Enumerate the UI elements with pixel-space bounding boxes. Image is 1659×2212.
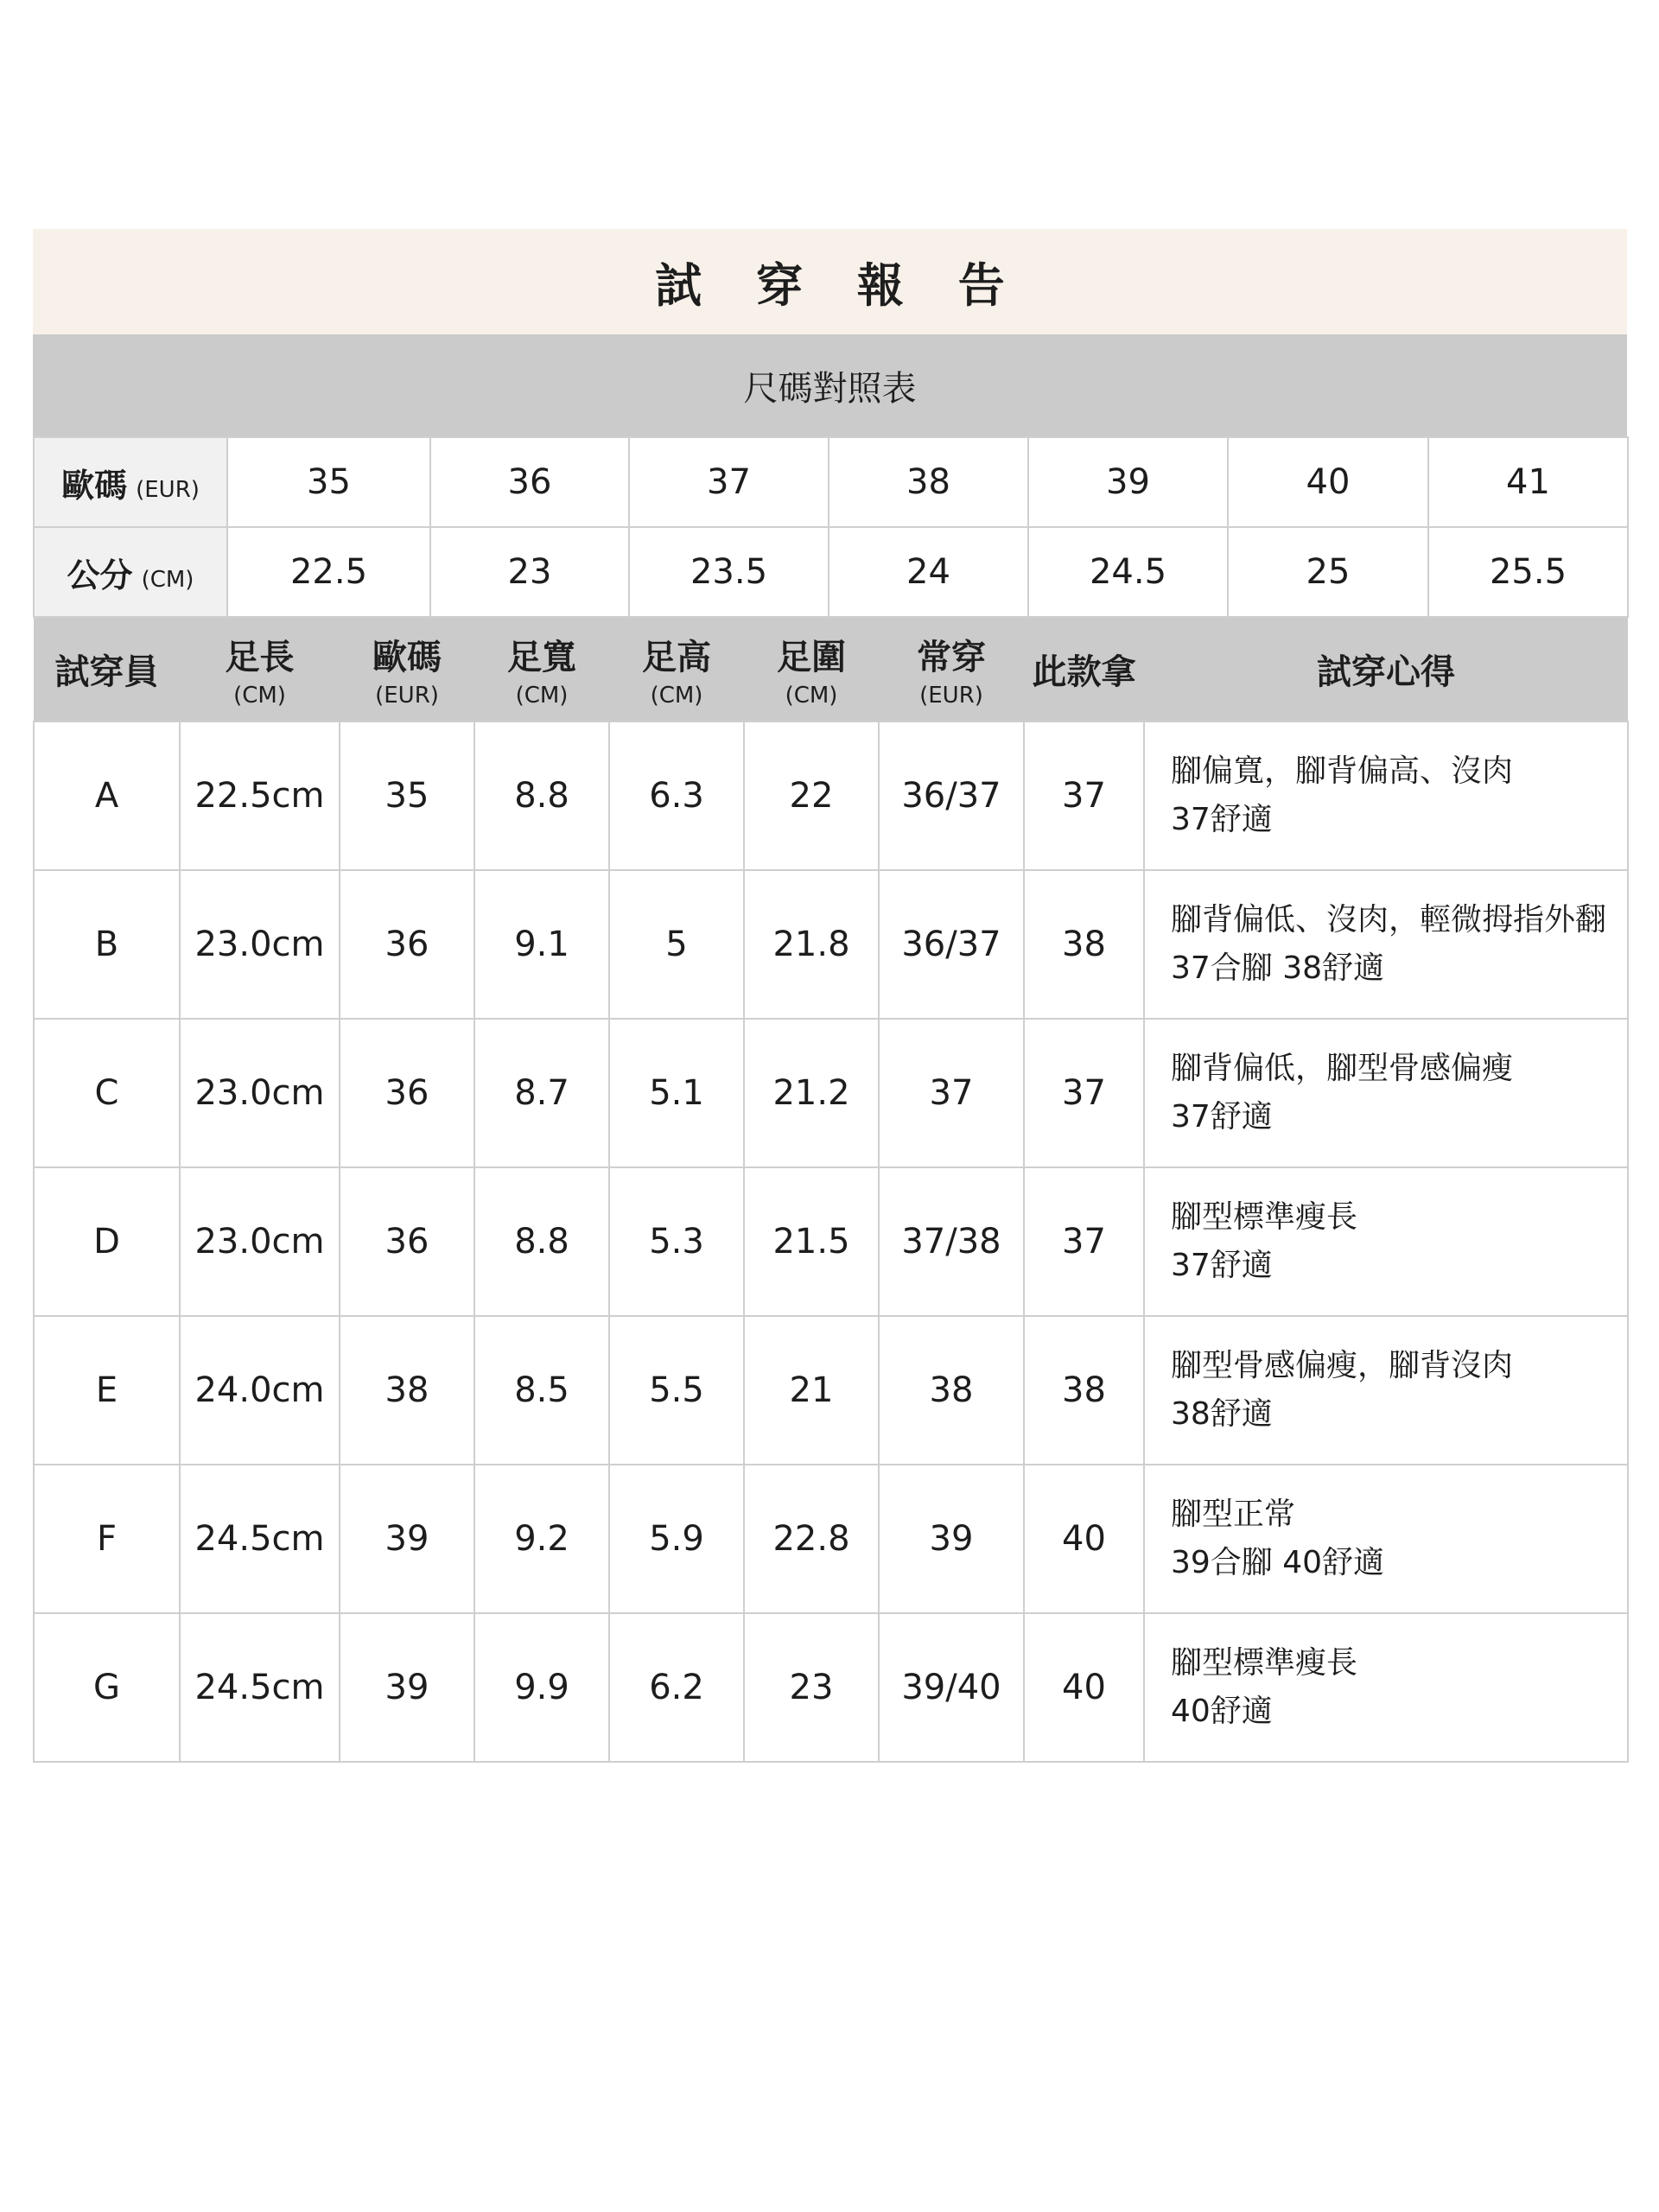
fit-cell-pick: 37	[1024, 721, 1144, 870]
fit-cell-note	[1144, 1465, 1628, 1613]
fit-cell-width: 8.5	[474, 1316, 609, 1465]
size-chart-title: 尺碼對照表	[33, 334, 1627, 436]
fit-cell-pick: 37	[1024, 1167, 1144, 1316]
size-cell: 41	[1428, 437, 1628, 527]
size-label-unit: (CM)	[141, 566, 194, 593]
fit-cell-note	[1144, 1316, 1628, 1465]
size-cell: 23	[430, 527, 629, 617]
size-row-label	[34, 527, 227, 617]
fit-note2: 37舒適	[1171, 1248, 1273, 1283]
fit-cell-length: 24.5cm	[180, 1613, 340, 1762]
size-label-text: 歐碼	[61, 466, 128, 505]
fit-header-row	[34, 618, 1628, 721]
fit-header-unit: (CM)	[785, 683, 838, 709]
fit-note2: 37舒適	[1171, 802, 1273, 837]
fitting-report	[33, 229, 1627, 1763]
fit-header-label: 足寬	[507, 638, 576, 677]
size-cell: 25	[1228, 527, 1428, 617]
fit-cell-eur: 38	[340, 1316, 474, 1465]
fit-cell-width: 9.9	[474, 1613, 609, 1762]
size-label-text: 公分	[67, 556, 133, 594]
fit-note1: 腳型標準瘦長	[1171, 1645, 1358, 1681]
size-cell: 23.5	[629, 527, 829, 617]
fit-cell-height: 5.1	[609, 1019, 744, 1167]
fit-note1: 腳型標準瘦長	[1171, 1199, 1358, 1235]
fit-header-label: 試穿員	[54, 652, 159, 692]
fit-note2: 39合腳 40舒適	[1171, 1545, 1385, 1580]
fit-note1: 腳背偏低、沒肉，輕微拇指外翻	[1171, 902, 1607, 938]
table-row	[34, 1613, 1628, 1762]
size-row-label	[34, 437, 227, 527]
table-row	[34, 721, 1628, 870]
fit-cell-girth: 22	[744, 721, 879, 870]
fit-cell-length: 23.0cm	[180, 870, 340, 1019]
size-cell: 36	[430, 437, 629, 527]
size-cell: 37	[629, 437, 829, 527]
fit-note1: 腳背偏低，腳型骨感偏瘦	[1171, 1051, 1514, 1086]
fit-cell-height: 5.9	[609, 1465, 744, 1613]
size-cell: 38	[829, 437, 1028, 527]
fit-cell-tester: C	[34, 1019, 180, 1167]
size-label-unit: (EUR)	[136, 476, 200, 503]
fit-note2: 37合腳 38舒適	[1171, 950, 1385, 986]
fit-cell-pick: 38	[1024, 1316, 1144, 1465]
fit-cell-usual: 38	[879, 1316, 1024, 1465]
fit-cell-width: 9.2	[474, 1465, 609, 1613]
table-row	[34, 1465, 1628, 1613]
fit-cell-tester: A	[34, 721, 180, 870]
size-cell: 24	[829, 527, 1028, 617]
fit-cell-eur: 39	[340, 1465, 474, 1613]
fit-cell-length: 24.0cm	[180, 1316, 340, 1465]
fit-header-cell	[879, 618, 1024, 721]
fit-header-label: 此款拿	[1032, 652, 1136, 692]
table-row	[34, 1019, 1628, 1167]
fit-cell-usual: 36/37	[879, 721, 1024, 870]
size-row	[34, 437, 1628, 527]
fit-note1: 腳型正常	[1171, 1497, 1296, 1532]
fit-cell-tester: F	[34, 1465, 180, 1613]
fit-cell-note	[1144, 1167, 1628, 1316]
fit-cell-girth: 23	[744, 1613, 879, 1762]
fit-header-unit: (CM)	[233, 683, 286, 709]
size-cell: 39	[1028, 437, 1228, 527]
size-chart-table	[33, 436, 1629, 618]
fit-cell-height: 5	[609, 870, 744, 1019]
fit-cell-width: 8.8	[474, 721, 609, 870]
fit-cell-usual: 39/40	[879, 1613, 1024, 1762]
table-row	[34, 870, 1628, 1019]
fit-note2: 40舒適	[1171, 1694, 1273, 1729]
size-row	[34, 527, 1628, 617]
fit-header-label: 常穿	[917, 638, 986, 677]
fit-header-unit: (EUR)	[919, 683, 983, 709]
size-cell: 24.5	[1028, 527, 1228, 617]
fit-cell-height: 5.5	[609, 1316, 744, 1465]
fit-header-cell	[609, 618, 744, 721]
fit-cell-pick: 38	[1024, 870, 1144, 1019]
fit-cell-usual: 36/37	[879, 870, 1024, 1019]
table-row	[34, 1316, 1628, 1465]
fit-note2: 37舒適	[1171, 1099, 1273, 1135]
fit-header-cell	[474, 618, 609, 721]
fit-header-unit: (EUR)	[375, 683, 439, 709]
fit-header-label: 試穿心得	[1317, 652, 1455, 692]
report-title: 試 穿 報 告	[33, 229, 1627, 334]
fit-header-cell	[340, 618, 474, 721]
fit-cell-pick: 40	[1024, 1613, 1144, 1762]
fit-cell-length: 23.0cm	[180, 1019, 340, 1167]
fit-header-label: 足高	[642, 638, 711, 677]
fit-header-cell	[1024, 618, 1144, 721]
fit-cell-note	[1144, 1019, 1628, 1167]
size-cell: 22.5	[227, 527, 430, 617]
fit-cell-note	[1144, 870, 1628, 1019]
fit-cell-height: 6.2	[609, 1613, 744, 1762]
fit-header-unit: (CM)	[515, 683, 569, 709]
fit-header-label: 歐碼	[372, 638, 442, 677]
fit-header-cell	[180, 618, 340, 721]
fit-cell-eur: 36	[340, 1019, 474, 1167]
fit-cell-pick: 37	[1024, 1019, 1144, 1167]
fit-header-label: 足長	[225, 638, 295, 677]
fit-cell-width: 8.7	[474, 1019, 609, 1167]
fit-header-label: 足圍	[777, 638, 846, 677]
fit-cell-usual: 39	[879, 1465, 1024, 1613]
size-cell: 40	[1228, 437, 1428, 527]
table-row	[34, 1167, 1628, 1316]
fit-cell-girth: 21.2	[744, 1019, 879, 1167]
fit-cell-eur: 35	[340, 721, 474, 870]
fit-cell-length: 23.0cm	[180, 1167, 340, 1316]
fit-note1: 腳型骨感偏瘦，腳背沒肉	[1171, 1348, 1514, 1383]
fit-cell-height: 5.3	[609, 1167, 744, 1316]
fit-cell-pick: 40	[1024, 1465, 1144, 1613]
fit-cell-width: 8.8	[474, 1167, 609, 1316]
fit-cell-girth: 22.8	[744, 1465, 879, 1613]
fit-cell-note	[1144, 1613, 1628, 1762]
fit-cell-length: 24.5cm	[180, 1465, 340, 1613]
fit-note2: 38舒適	[1171, 1396, 1273, 1432]
fit-note1: 腳偏寬，腳背偏高、沒肉	[1171, 753, 1514, 789]
fit-cell-length: 22.5cm	[180, 721, 340, 870]
fit-cell-girth: 21	[744, 1316, 879, 1465]
fit-cell-height: 6.3	[609, 721, 744, 870]
fit-header-cell	[34, 618, 180, 721]
fit-cell-girth: 21.8	[744, 870, 879, 1019]
fit-cell-tester: B	[34, 870, 180, 1019]
fit-header-unit: (CM)	[650, 683, 703, 709]
fit-cell-note	[1144, 721, 1628, 870]
size-cell: 25.5	[1428, 527, 1628, 617]
fit-cell-usual: 37	[879, 1019, 1024, 1167]
fit-report-table	[33, 618, 1629, 1763]
fit-cell-girth: 21.5	[744, 1167, 879, 1316]
size-cell: 35	[227, 437, 430, 527]
fit-cell-width: 9.1	[474, 870, 609, 1019]
fit-cell-tester: E	[34, 1316, 180, 1465]
fit-header-cell	[1144, 618, 1628, 721]
fit-cell-usual: 37/38	[879, 1167, 1024, 1316]
fit-cell-tester: D	[34, 1167, 180, 1316]
fit-cell-eur: 39	[340, 1613, 474, 1762]
fit-cell-eur: 36	[340, 1167, 474, 1316]
fit-header-cell	[744, 618, 879, 721]
fit-cell-eur: 36	[340, 870, 474, 1019]
fit-cell-tester: G	[34, 1613, 180, 1762]
